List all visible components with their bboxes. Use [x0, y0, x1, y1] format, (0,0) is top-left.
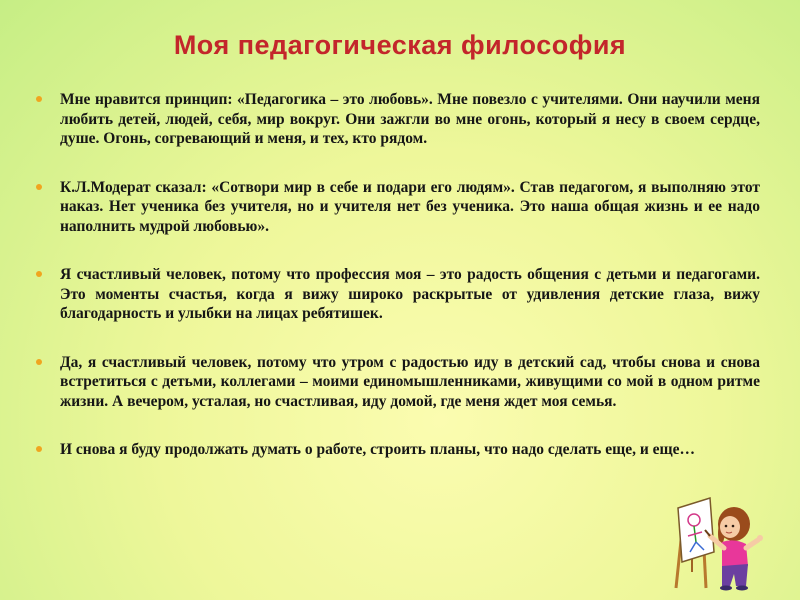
slide-title: Моя педагогическая философия [173, 30, 627, 60]
bullet-icon [36, 271, 42, 277]
list-item [36, 265, 760, 324]
bullet-icon [36, 184, 42, 190]
list-item [36, 440, 760, 460]
list-item [36, 353, 760, 412]
paragraph-text: К.Л.Модерат сказал: «Сотвори мир в себе и подари его людям». Став педагогом, я выполняю этот наказ. Нет ученика без учителя, но и учителя нет без ученика. Это наша общая жизнь и ее надо наполнить мудрой любовью». [60, 178, 760, 235]
bullet-icon [36, 359, 42, 365]
paragraph-text: Да, я счастливый человек, потому что утром с радостью иду в детский сад, чтобы снова и снова встретиться с детьми, коллегами – моими единомышленниками, живущими со мой в одном ритме жизни. А вечером, усталая, но счастливая, иду домой, где меня ждет моя семья. [60, 353, 760, 410]
paragraph-text: Мне нравится принцип: «Педагогика – это любовь». Мне повезло с учителями. Они научили меня любить детей, людей, себя, мир вокруг. Они зажгли во мне огонь, который я несу в своем сердце, душе. Огонь, согревающий и меня, и тех, кто рядом. [60, 91, 760, 147]
bullet-icon [36, 96, 42, 102]
girl-painting-illustration [672, 492, 770, 592]
paragraph-text: И снова я буду продолжать думать о работе, строить планы, что надо сделать еще, и еще… [60, 441, 696, 458]
bullet-icon [36, 446, 42, 452]
list-item [36, 178, 760, 237]
paragraph-text: Я счастливый человек, потому что профессия моя – это радость общения с детьми и педагогами. Это моменты счастья, когда я вижу широко раскрытые от удивления детские глаза, вижу благодарность и улыбки на лицах ребятишек. [60, 266, 760, 322]
list-item [36, 90, 760, 149]
bullet-list [36, 90, 760, 489]
